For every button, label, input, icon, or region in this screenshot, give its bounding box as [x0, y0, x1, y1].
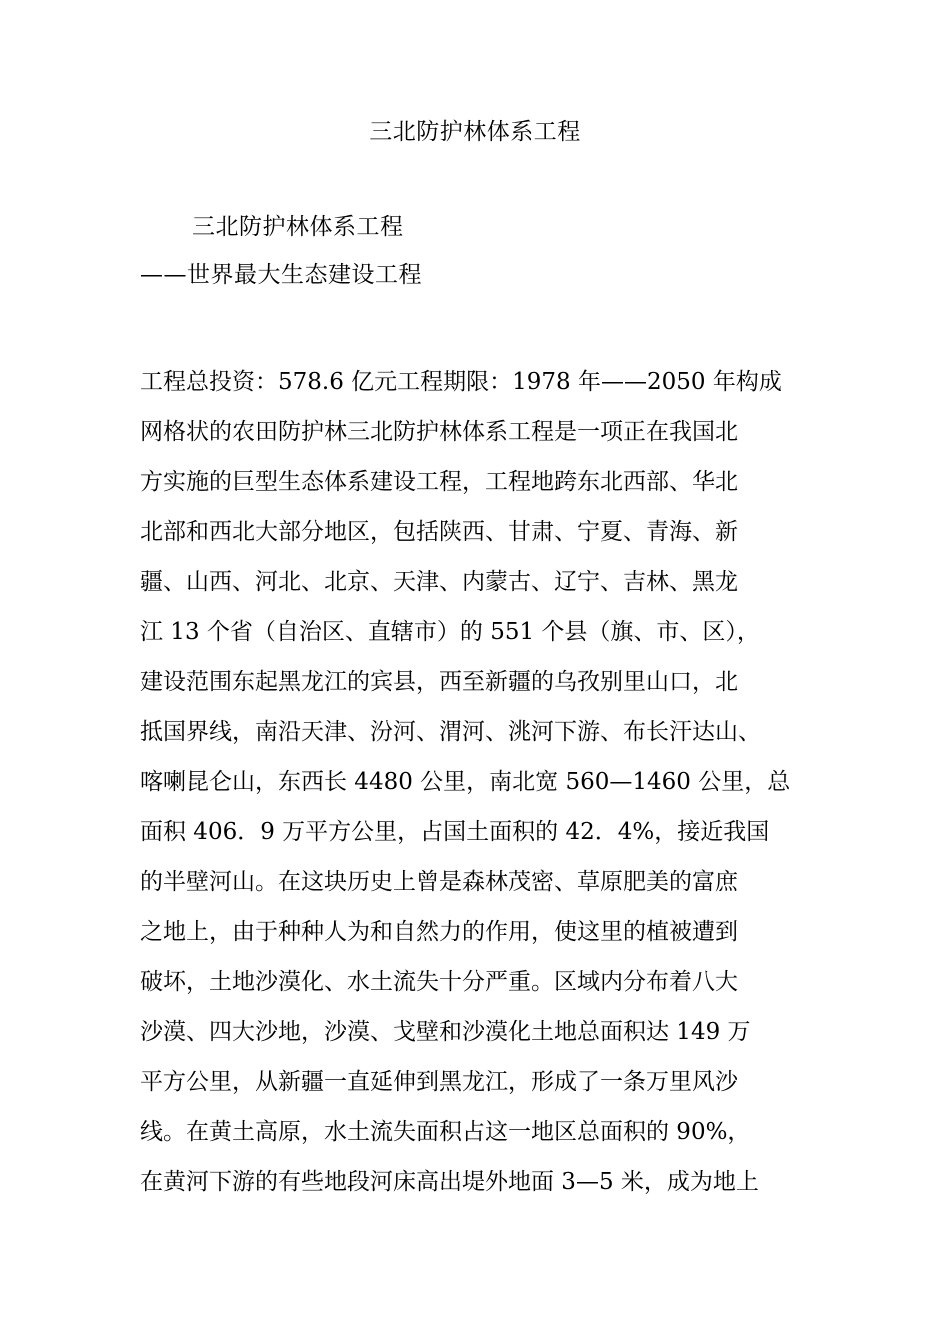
body-line: 的半壁河山。在这块历史上曾是森林茂密、草原肥美的富庶 — [140, 869, 738, 895]
body-paragraph — [140, 357, 820, 1207]
body-line: 沙漠、四大沙地，沙漠、戈壁和沙漠化土地总面积达 149 万 — [140, 1019, 751, 1045]
body-line: 建设范围东起黑龙江的宾县，西至新疆的乌孜别里山口，北 — [140, 669, 738, 695]
body-line: 工程总投资：578.6 亿元工程期限：1978 年——2050 年构成 — [140, 369, 782, 395]
body-line: 江 13 个省（自治区、直辖市）的 551 个县（旗、市、区）， — [140, 619, 760, 645]
body-line: 疆、山西、河北、北京、天津、内蒙古、辽宁、吉林、黑龙 — [140, 569, 738, 595]
subtitle-tagline: ——世界最大生态建设工程 — [140, 262, 422, 288]
body-line: 网格状的农田防护林三北防护林体系工程是一项正在我国北 — [140, 419, 738, 445]
subtitle-heading: 三北防护林体系工程 — [192, 214, 404, 240]
page-title: 三北防护林体系工程 — [369, 119, 581, 145]
body-line: 线。在黄土高原，水土流失面积占这一地区总面积的 90%， — [140, 1119, 751, 1145]
body-line: 方实施的巨型生态体系建设工程，工程地跨东北西部、华北 — [140, 469, 738, 495]
body-line: 抵国界线，南沿天津、汾河、渭河、洮河下游、布长汗达山、 — [140, 719, 761, 745]
body-line: 平方公里，从新疆一直延伸到黑龙江，形成了一条万里风沙 — [140, 1069, 738, 1095]
body-line: 北部和西北大部分地区，包括陕西、甘肃、宁夏、青海、新 — [140, 519, 738, 545]
body-line: 面积 406．9 万平方公里，占国土面积的 42．4%，接近我国 — [140, 819, 770, 845]
body-line: 破坏，土地沙漠化、水土流失十分严重。区域内分布着八大 — [140, 969, 738, 995]
body-line: 之地上，由于种种人为和自然力的作用，使这里的植被遭到 — [140, 919, 738, 945]
body-line: 喀喇昆仑山，东西长 4480 公里，南北宽 560—1460 公里，总 — [140, 769, 791, 795]
body-line: 在黄河下游的有些地段河床高出堤外地面 3—5 米，成为地上 — [140, 1169, 759, 1195]
